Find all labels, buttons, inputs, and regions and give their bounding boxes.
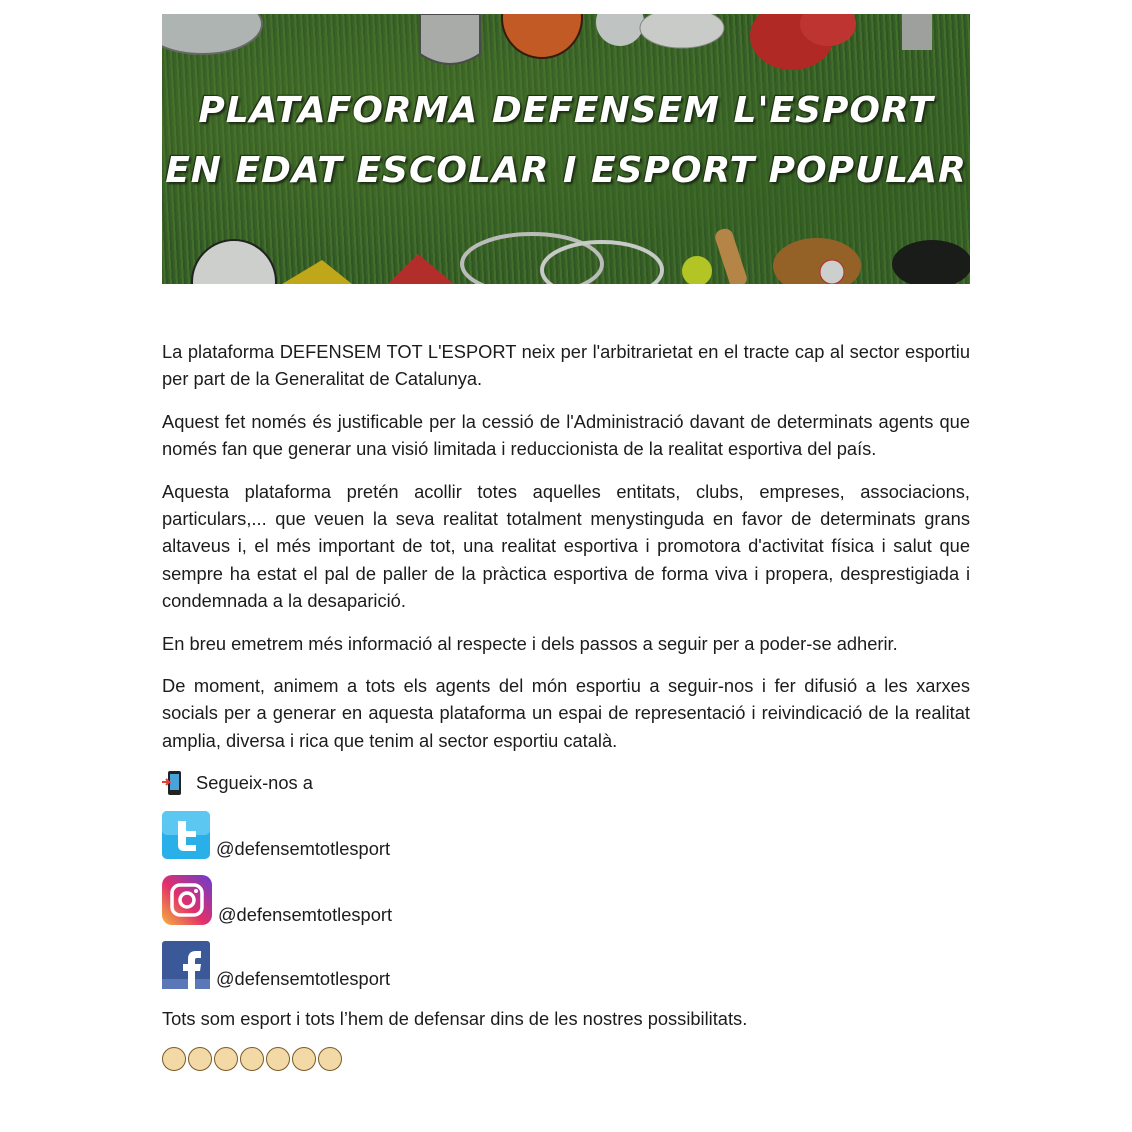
athlete-running-icon: [188, 1047, 212, 1071]
instagram-handle[interactable]: @defensemtotlesport: [218, 903, 393, 925]
paragraph-intro: La plataforma DEFENSEM TOT L'ESPORT neix per l'arbitrarietat en el tracte cap al sector esportiu per part de la Generalitat de Catalunya.: [162, 341, 970, 390]
paragraph-news: En breu emetrem més informació al respecte i dels passos a seguir per a poder-se adherir.: [162, 632, 898, 654]
paragraph-justification: Aquest fet només és justificable per la cessió de l'Administració davant de determinats agents que només fan que generar una visió limitada i reduccionista de la realitat esportiva del país.: [162, 410, 970, 460]
person-standing-icon: [292, 1047, 316, 1071]
follow-us-label: Segueix-nos a: [196, 772, 313, 794]
closing-paragraph: Tots som esport i tots l’hem de defensar dins de les nostres possibilitats.: [162, 1007, 748, 1029]
header-banner-image: [162, 14, 970, 284]
emoji-row: [162, 1047, 970, 1071]
person-lotus-icon: [266, 1047, 290, 1071]
instagram-row[interactable]: [162, 875, 970, 925]
twitter-icon[interactable]: [162, 811, 210, 859]
paragraph-purpose: Aquesta plataforma pretén acollir totes aquelles entitats, clubs, empreses, associacions, particulars,... que veuen la seva realitat totalment menystinguda en favor de determinats grans altaveus i, el més important de tot, una realitat esportiva i promotora d'activitat física i salut que sempre ha estat el pal de paller de la pràctica esportiva de forma viva i propera, desprestigiada i condemnada a la desaparició.: [162, 480, 970, 612]
banner-title-line-1: PLATAFORMA DEFENSEM L'ESPORT: [198, 90, 934, 131]
flexed-biceps-2-icon: [318, 1047, 342, 1071]
banner-shade: [162, 14, 970, 284]
wheelchair-athlete-icon: [214, 1047, 238, 1071]
banner-title-line-2: EN EDAT ESCOLAR I ESPORT POPULAR: [165, 150, 967, 191]
facebook-row[interactable]: [162, 941, 970, 989]
document-page: [162, 14, 970, 284]
document-body: [162, 338, 970, 1083]
flexed-biceps-icon: [162, 1047, 186, 1071]
paragraph-call-to-action: De moment, animem a tots els agents del món esportiu a seguir-nos i fer difusió a les xarxes socials per a generar en aquesta plataforma un espai de representació i reivindicació de la realitat amplia, diversa i rica que tenim al sector esportiu català.: [162, 675, 970, 751]
follow-us-row: [162, 769, 970, 796]
swimmer-icon: [240, 1047, 264, 1071]
instagram-icon[interactable]: [162, 875, 212, 925]
facebook-icon[interactable]: [162, 941, 210, 989]
twitter-handle[interactable]: @defensemtotlesport: [216, 837, 391, 859]
mobile-phone-icon: [162, 770, 186, 796]
facebook-handle[interactable]: @defensemtotlesport: [216, 967, 391, 989]
twitter-row[interactable]: [162, 811, 970, 859]
